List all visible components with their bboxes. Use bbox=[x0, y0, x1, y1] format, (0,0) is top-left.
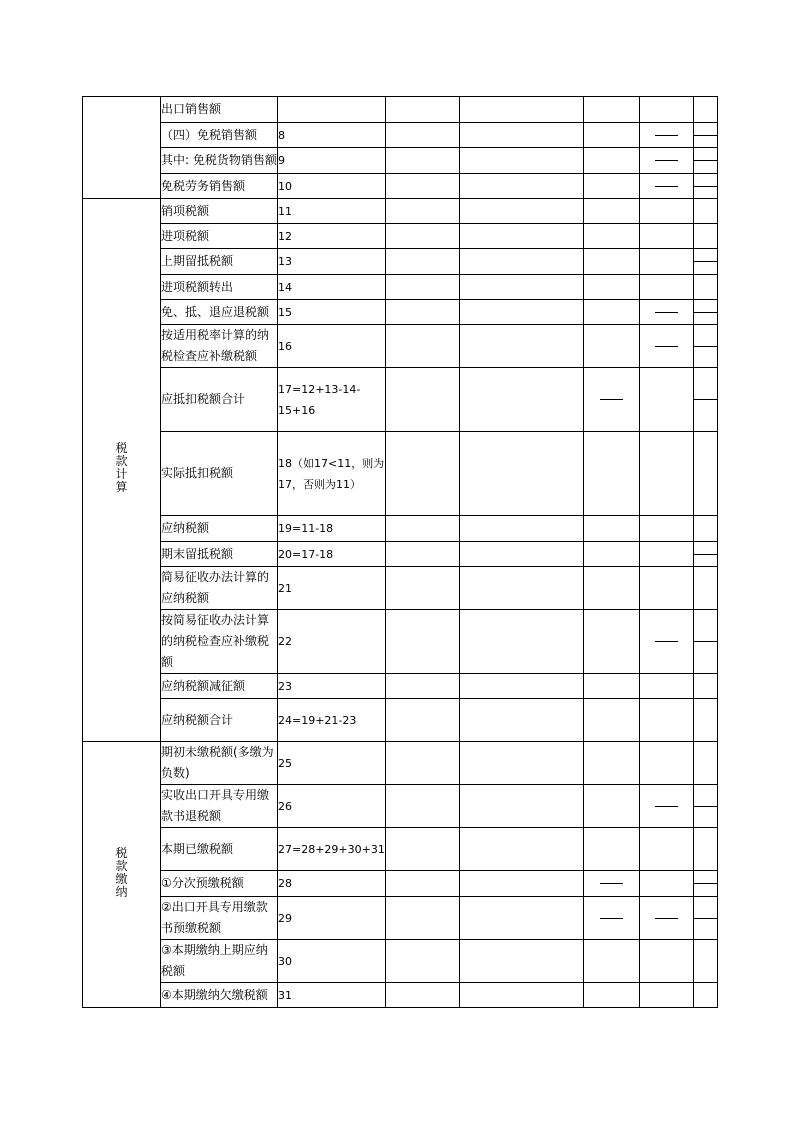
row-line-code: 8 bbox=[278, 123, 386, 148]
na-cell bbox=[639, 174, 693, 199]
amount-input-cell[interactable] bbox=[385, 97, 459, 123]
row-line-code: 10 bbox=[278, 174, 386, 199]
na-dash bbox=[600, 399, 623, 400]
amount-input-cell[interactable] bbox=[385, 148, 459, 174]
na-dash bbox=[694, 883, 717, 884]
table-row bbox=[83, 300, 718, 325]
na-dash bbox=[694, 261, 717, 262]
na-cell bbox=[583, 368, 639, 432]
na-dash bbox=[655, 806, 678, 807]
amount-input-cell[interactable] bbox=[639, 542, 693, 567]
amount-input-cell[interactable] bbox=[639, 674, 693, 699]
amount-input-cell[interactable] bbox=[583, 567, 639, 610]
row-item-label: 免、抵、退应退税额 bbox=[161, 300, 278, 325]
amount-input-cell[interactable] bbox=[639, 516, 693, 542]
amount-input-cell[interactable] bbox=[385, 432, 459, 516]
amount-input-cell[interactable] bbox=[459, 940, 583, 983]
amount-input-cell[interactable] bbox=[583, 199, 639, 224]
table-row bbox=[83, 983, 718, 1008]
row-item-label: 应纳税额 bbox=[161, 516, 278, 542]
amount-input-cell[interactable] bbox=[583, 610, 639, 674]
table-row bbox=[83, 148, 718, 174]
amount-input-cell[interactable] bbox=[639, 871, 693, 897]
row-line-code: 22 bbox=[278, 610, 386, 674]
table-row bbox=[83, 828, 718, 871]
na-dash bbox=[694, 918, 717, 919]
amount-input-cell[interactable] bbox=[385, 224, 459, 249]
row-item-label: 按简易征收办法计算的纳税检查应补缴税额 bbox=[161, 610, 278, 674]
row-item-label: 期初未缴税额(多缴为负数) bbox=[161, 742, 278, 785]
row-item-label: 本期已缴税额 bbox=[161, 828, 278, 871]
row-line-code: 21 bbox=[278, 567, 386, 610]
row-item-label: ②出口开具专用缴款书预缴税额 bbox=[161, 897, 278, 940]
na-cell bbox=[639, 897, 693, 940]
row-line-code: 11 bbox=[278, 199, 386, 224]
amount-input-cell[interactable] bbox=[459, 699, 583, 742]
row-item-label: 简易征收办法计算的应纳税额 bbox=[161, 567, 278, 610]
amount-input-cell[interactable] bbox=[385, 699, 459, 742]
table-row bbox=[83, 249, 718, 275]
na-dash bbox=[655, 135, 678, 136]
row-item-label: 应抵扣税额合计 bbox=[161, 368, 278, 432]
row-item-label: （四）免税销售额 bbox=[161, 123, 278, 148]
amount-input-cell[interactable] bbox=[693, 699, 717, 742]
na-cell bbox=[693, 300, 717, 325]
amount-input-cell[interactable] bbox=[583, 224, 639, 249]
amount-input-cell[interactable] bbox=[583, 828, 639, 871]
row-item-label: 实际抵扣税额 bbox=[161, 432, 278, 516]
amount-input-cell[interactable] bbox=[459, 148, 583, 174]
amount-input-cell[interactable] bbox=[583, 785, 639, 828]
na-cell bbox=[639, 325, 693, 368]
amount-input-cell[interactable] bbox=[385, 567, 459, 610]
amount-input-cell[interactable] bbox=[385, 174, 459, 199]
amount-input-cell[interactable] bbox=[459, 897, 583, 940]
amount-input-cell[interactable] bbox=[693, 940, 717, 983]
section-label-tax-pay bbox=[83, 742, 161, 1008]
amount-input-cell[interactable] bbox=[639, 828, 693, 871]
table-row bbox=[83, 871, 718, 897]
table-row bbox=[83, 940, 718, 983]
amount-input-cell[interactable] bbox=[639, 432, 693, 516]
row-item-label: 销项税额 bbox=[161, 199, 278, 224]
na-cell bbox=[583, 897, 639, 940]
row-line-code: 18（如17<11，则为17，否则为11） bbox=[278, 432, 386, 516]
na-cell bbox=[583, 871, 639, 897]
amount-input-cell[interactable] bbox=[693, 828, 717, 871]
na-cell bbox=[693, 249, 717, 275]
table-row bbox=[83, 199, 718, 224]
row-item-label: ③本期缴纳上期应纳税额 bbox=[161, 940, 278, 983]
na-cell bbox=[639, 148, 693, 174]
amount-input-cell[interactable] bbox=[459, 174, 583, 199]
section-label-text: 税款缴纳 bbox=[115, 845, 128, 899]
amount-input-cell[interactable] bbox=[385, 742, 459, 785]
na-cell bbox=[693, 897, 717, 940]
amount-input-cell[interactable] bbox=[583, 148, 639, 174]
na-cell bbox=[639, 123, 693, 148]
amount-input-cell[interactable] bbox=[385, 249, 459, 275]
section-label-blank bbox=[83, 97, 161, 199]
na-cell bbox=[693, 174, 717, 199]
amount-input-cell[interactable] bbox=[693, 742, 717, 785]
table-row bbox=[83, 699, 718, 742]
na-dash bbox=[694, 186, 717, 187]
na-cell bbox=[639, 785, 693, 828]
amount-input-cell[interactable] bbox=[693, 97, 717, 123]
amount-input-cell[interactable] bbox=[459, 325, 583, 368]
row-line-code: 13 bbox=[278, 249, 386, 275]
na-dash bbox=[694, 346, 717, 347]
table-row bbox=[83, 516, 718, 542]
na-cell bbox=[693, 871, 717, 897]
row-item-label: 进项税额转出 bbox=[161, 275, 278, 300]
table-row bbox=[83, 432, 718, 516]
row-line-code: 30 bbox=[278, 940, 386, 983]
amount-input-cell[interactable] bbox=[459, 674, 583, 699]
row-item-label: 出口销售额 bbox=[161, 97, 278, 123]
row-item-label: 其中: 免税货物销售额 bbox=[161, 148, 278, 174]
section-label-tax-calc bbox=[83, 199, 161, 742]
na-cell bbox=[693, 325, 717, 368]
na-dash bbox=[600, 883, 623, 884]
na-cell bbox=[693, 148, 717, 174]
row-item-label: ①分次预缴税额 bbox=[161, 871, 278, 897]
amount-input-cell[interactable] bbox=[385, 940, 459, 983]
amount-input-cell[interactable] bbox=[639, 567, 693, 610]
amount-input-cell[interactable] bbox=[459, 368, 583, 432]
amount-input-cell[interactable] bbox=[639, 983, 693, 1008]
amount-input-cell[interactable] bbox=[459, 871, 583, 897]
na-cell bbox=[639, 300, 693, 325]
na-dash bbox=[694, 399, 717, 400]
row-line-code: 14 bbox=[278, 275, 386, 300]
table-row bbox=[83, 610, 718, 674]
na-dash bbox=[655, 346, 678, 347]
row-line-code: 16 bbox=[278, 325, 386, 368]
na-dash bbox=[655, 312, 678, 313]
amount-input-cell[interactable] bbox=[693, 224, 717, 249]
table-row bbox=[83, 97, 718, 123]
amount-input-cell[interactable] bbox=[583, 742, 639, 785]
na-cell bbox=[693, 368, 717, 432]
amount-input-cell[interactable] bbox=[459, 97, 583, 123]
row-line-code: 29 bbox=[278, 897, 386, 940]
na-dash bbox=[694, 135, 717, 136]
amount-input-cell[interactable] bbox=[639, 199, 693, 224]
amount-input-cell[interactable] bbox=[639, 368, 693, 432]
table-row bbox=[83, 123, 718, 148]
na-cell bbox=[693, 610, 717, 674]
amount-input-cell[interactable] bbox=[385, 983, 459, 1008]
table-row bbox=[83, 325, 718, 368]
amount-input-cell[interactable] bbox=[583, 699, 639, 742]
amount-input-cell[interactable] bbox=[583, 275, 639, 300]
row-line-code: 31 bbox=[278, 983, 386, 1008]
amount-input-cell[interactable] bbox=[639, 224, 693, 249]
na-dash bbox=[694, 312, 717, 313]
na-dash bbox=[655, 641, 678, 642]
na-dash bbox=[694, 806, 717, 807]
row-item-label: 上期留抵税额 bbox=[161, 249, 278, 275]
amount-input-cell[interactable] bbox=[385, 325, 459, 368]
row-item-label: 免税劳务销售额 bbox=[161, 174, 278, 199]
row-line-code: 27=28+29+30+31 bbox=[278, 828, 386, 871]
row-item-label: 应纳税额合计 bbox=[161, 699, 278, 742]
amount-input-cell[interactable] bbox=[385, 275, 459, 300]
amount-input-cell[interactable] bbox=[639, 97, 693, 123]
amount-input-cell[interactable] bbox=[385, 300, 459, 325]
na-dash bbox=[694, 160, 717, 161]
amount-input-cell[interactable] bbox=[459, 983, 583, 1008]
na-dash bbox=[694, 641, 717, 642]
na-cell bbox=[693, 123, 717, 148]
amount-input-cell[interactable] bbox=[639, 275, 693, 300]
amount-input-cell[interactable] bbox=[693, 674, 717, 699]
amount-input-cell[interactable] bbox=[385, 674, 459, 699]
amount-input-cell[interactable] bbox=[693, 567, 717, 610]
amount-input-cell[interactable] bbox=[385, 785, 459, 828]
amount-input-cell[interactable] bbox=[459, 828, 583, 871]
na-cell bbox=[693, 542, 717, 567]
row-line-code: 25 bbox=[278, 742, 386, 785]
row-line-code: 24=19+21-23 bbox=[278, 699, 386, 742]
amount-input-cell[interactable] bbox=[459, 785, 583, 828]
na-cell bbox=[639, 610, 693, 674]
amount-input-cell[interactable] bbox=[385, 516, 459, 542]
amount-input-cell[interactable] bbox=[583, 249, 639, 275]
row-item-label: 应纳税额减征额 bbox=[161, 674, 278, 699]
table-row bbox=[83, 742, 718, 785]
amount-input-cell[interactable] bbox=[693, 432, 717, 516]
section-label-text: 税款计算 bbox=[115, 441, 128, 494]
amount-input-cell[interactable] bbox=[385, 123, 459, 148]
table-row bbox=[83, 897, 718, 940]
amount-input-cell[interactable] bbox=[459, 516, 583, 542]
amount-input-cell[interactable] bbox=[385, 199, 459, 224]
amount-input-cell[interactable] bbox=[459, 567, 583, 610]
table-row bbox=[83, 275, 718, 300]
amount-input-cell[interactable] bbox=[459, 432, 583, 516]
amount-input-cell[interactable] bbox=[583, 432, 639, 516]
amount-input-cell[interactable] bbox=[583, 983, 639, 1008]
na-cell bbox=[693, 785, 717, 828]
amount-input-cell[interactable] bbox=[639, 940, 693, 983]
row-line-code: 15 bbox=[278, 300, 386, 325]
amount-input-cell[interactable] bbox=[459, 249, 583, 275]
row-line-code bbox=[278, 97, 386, 123]
amount-input-cell[interactable] bbox=[583, 940, 639, 983]
row-line-code: 26 bbox=[278, 785, 386, 828]
amount-input-cell[interactable] bbox=[385, 897, 459, 940]
vat-return-form-table bbox=[82, 96, 718, 1008]
amount-input-cell[interactable] bbox=[693, 275, 717, 300]
amount-input-cell[interactable] bbox=[583, 674, 639, 699]
amount-input-cell[interactable] bbox=[639, 249, 693, 275]
row-item-label: 实收出口开具专用缴款书退税额 bbox=[161, 785, 278, 828]
amount-input-cell[interactable] bbox=[583, 174, 639, 199]
amount-input-cell[interactable] bbox=[459, 123, 583, 148]
table-row bbox=[83, 174, 718, 199]
table-row bbox=[83, 224, 718, 249]
amount-input-cell[interactable] bbox=[385, 542, 459, 567]
table-row bbox=[83, 567, 718, 610]
na-dash bbox=[655, 918, 678, 919]
row-item-label: 按适用税率计算的纳税检查应补缴税额 bbox=[161, 325, 278, 368]
table-row bbox=[83, 368, 718, 432]
amount-input-cell[interactable] bbox=[693, 199, 717, 224]
amount-input-cell[interactable] bbox=[639, 699, 693, 742]
row-line-code: 9 bbox=[278, 148, 386, 174]
amount-input-cell[interactable] bbox=[385, 610, 459, 674]
table-row bbox=[83, 674, 718, 699]
amount-input-cell[interactable] bbox=[583, 516, 639, 542]
amount-input-cell[interactable] bbox=[583, 123, 639, 148]
row-item-label: 进项税额 bbox=[161, 224, 278, 249]
row-item-label: 期末留抵税额 bbox=[161, 542, 278, 567]
amount-input-cell[interactable] bbox=[459, 275, 583, 300]
amount-input-cell[interactable] bbox=[459, 199, 583, 224]
amount-input-cell[interactable] bbox=[459, 742, 583, 785]
row-line-code: 19=11-18 bbox=[278, 516, 386, 542]
row-line-code: 17=12+13-14-15+16 bbox=[278, 368, 386, 432]
row-line-code: 28 bbox=[278, 871, 386, 897]
na-dash bbox=[600, 918, 623, 919]
row-line-code: 20=17-18 bbox=[278, 542, 386, 567]
amount-input-cell[interactable] bbox=[639, 742, 693, 785]
amount-input-cell[interactable] bbox=[583, 97, 639, 123]
row-line-code: 23 bbox=[278, 674, 386, 699]
na-dash bbox=[655, 186, 678, 187]
na-dash bbox=[694, 554, 717, 555]
amount-input-cell[interactable] bbox=[583, 300, 639, 325]
amount-input-cell[interactable] bbox=[459, 610, 583, 674]
amount-input-cell[interactable] bbox=[693, 983, 717, 1008]
amount-input-cell[interactable] bbox=[459, 300, 583, 325]
table-row bbox=[83, 785, 718, 828]
amount-input-cell[interactable] bbox=[459, 224, 583, 249]
amount-input-cell[interactable] bbox=[385, 828, 459, 871]
amount-input-cell[interactable] bbox=[583, 325, 639, 368]
amount-input-cell[interactable] bbox=[385, 368, 459, 432]
table-row bbox=[83, 542, 718, 567]
row-line-code: 12 bbox=[278, 224, 386, 249]
amount-input-cell[interactable] bbox=[693, 516, 717, 542]
amount-input-cell[interactable] bbox=[459, 542, 583, 567]
row-item-label: ④本期缴纳欠缴税额 bbox=[161, 983, 278, 1008]
na-dash bbox=[655, 160, 678, 161]
amount-input-cell[interactable] bbox=[583, 542, 639, 567]
amount-input-cell[interactable] bbox=[385, 871, 459, 897]
